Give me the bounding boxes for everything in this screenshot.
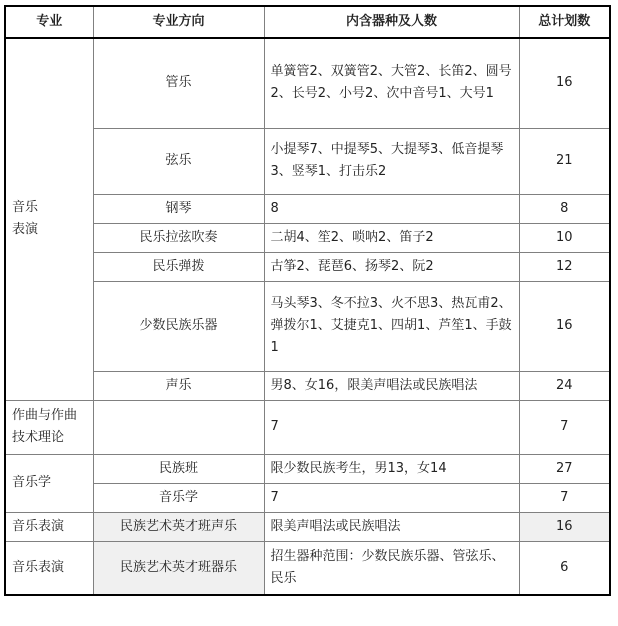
instruments-cell: 马头琴3、冬不拉3、火不思3、热瓦甫2、弹拨尔1、艾捷克1、四胡1、芦笙1、手鼓1 bbox=[264, 281, 519, 371]
total-cell: 12 bbox=[519, 252, 610, 281]
total-cell: 8 bbox=[519, 194, 610, 223]
direction-cell: 少数民族乐器 bbox=[93, 281, 264, 371]
table-row bbox=[5, 371, 610, 400]
header-instruments: 内含器种及人数 bbox=[264, 6, 519, 38]
major-cell-composition bbox=[5, 400, 93, 454]
table-row bbox=[5, 252, 610, 281]
total-cell: 7 bbox=[519, 400, 610, 454]
table-row bbox=[5, 483, 610, 512]
total-cell: 6 bbox=[519, 541, 610, 595]
table-header-row bbox=[5, 6, 610, 38]
table-row bbox=[5, 223, 610, 252]
instruments-cell: 7 bbox=[264, 400, 519, 454]
direction-cell: 管乐 bbox=[93, 38, 264, 128]
direction-cell: 民族班 bbox=[93, 454, 264, 483]
major-line: 技术理论 bbox=[12, 430, 65, 445]
table-row bbox=[5, 194, 610, 223]
instruments-cell: 二胡4、笙2、唢呐2、笛子2 bbox=[264, 223, 519, 252]
instruments-cell: 单簧管2、双簧管2、大管2、长笛2、圆号2、长号2、小号2、次中音号1、大号1 bbox=[264, 38, 519, 128]
table-row bbox=[5, 454, 610, 483]
direction-cell: 民族艺术英才班声乐 bbox=[93, 512, 264, 541]
header-major: 专业 bbox=[5, 6, 93, 38]
major-cell: 音乐表演 bbox=[5, 541, 93, 595]
total-cell: 10 bbox=[519, 223, 610, 252]
major-line: 作曲与作曲 bbox=[12, 408, 78, 423]
major-cell: 音乐表演 bbox=[5, 512, 93, 541]
total-cell: 27 bbox=[519, 454, 610, 483]
table-row bbox=[5, 512, 610, 541]
direction-cell bbox=[93, 400, 264, 454]
instruments-cell: 限少数民族考生，男13，女14 bbox=[264, 454, 519, 483]
total-cell: 16 bbox=[519, 38, 610, 128]
instruments-cell: 招生器种范围：少数民族乐器、管弦乐、民乐 bbox=[264, 541, 519, 595]
direction-cell: 民乐拉弦吹奏 bbox=[93, 223, 264, 252]
instruments-cell: 小提琴7、中提琴5、大提琴3、低音提琴3、竖琴1、打击乐2 bbox=[264, 128, 519, 194]
direction-cell: 声乐 bbox=[93, 371, 264, 400]
direction-cell: 民族艺术英才班器乐 bbox=[93, 541, 264, 595]
header-direction: 专业方向 bbox=[93, 6, 264, 38]
table-row bbox=[5, 38, 610, 128]
direction-cell: 弦乐 bbox=[93, 128, 264, 194]
direction-cell: 民乐弹拨 bbox=[93, 252, 264, 281]
direction-cell: 钢琴 bbox=[93, 194, 264, 223]
total-cell: 21 bbox=[519, 128, 610, 194]
total-cell: 16 bbox=[519, 281, 610, 371]
total-cell: 24 bbox=[519, 371, 610, 400]
enrollment-table-container bbox=[4, 5, 611, 596]
table-row bbox=[5, 400, 610, 454]
total-cell: 7 bbox=[519, 483, 610, 512]
table-row bbox=[5, 281, 610, 371]
instruments-cell: 限美声唱法或民族唱法 bbox=[264, 512, 519, 541]
major-line: 音乐 bbox=[12, 200, 39, 216]
major-line: 表演 bbox=[12, 222, 39, 238]
major-cell-music-performance bbox=[5, 38, 93, 400]
enrollment-plan-table bbox=[4, 5, 611, 596]
header-total: 总计划数 bbox=[519, 6, 610, 38]
instruments-cell: 古筝2、琵琶6、扬琴2、阮2 bbox=[264, 252, 519, 281]
instruments-cell: 7 bbox=[264, 483, 519, 512]
table-row bbox=[5, 128, 610, 194]
instruments-cell: 8 bbox=[264, 194, 519, 223]
direction-cell: 音乐学 bbox=[93, 483, 264, 512]
total-cell: 16 bbox=[519, 512, 610, 541]
instruments-cell: 男8、女16，限美声唱法或民族唱法 bbox=[264, 371, 519, 400]
major-cell-musicology: 音乐学 bbox=[5, 454, 93, 512]
table-row bbox=[5, 541, 610, 595]
